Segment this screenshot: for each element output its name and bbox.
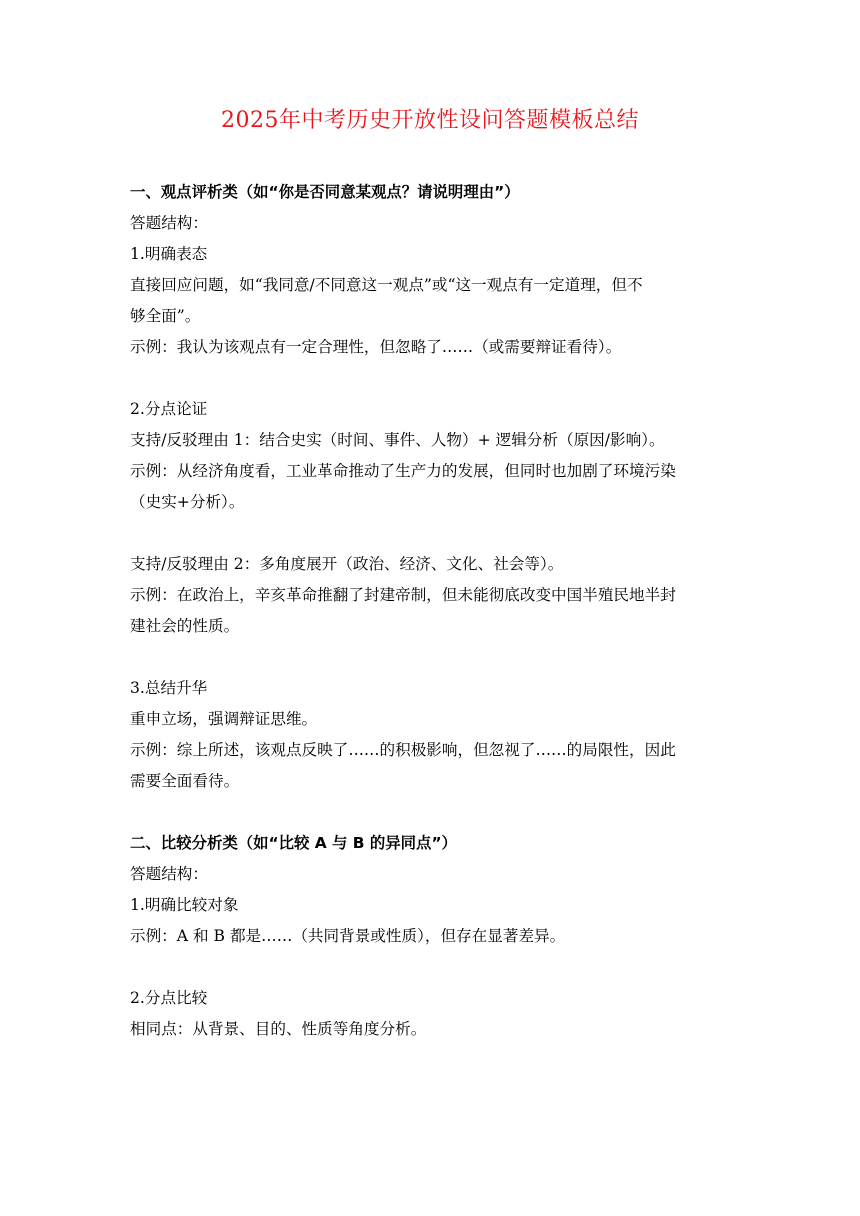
blank-line: [130, 797, 735, 828]
paragraph-line: 支持/反驳理由 2：多角度展开（政治、经济、文化、社会等）。: [130, 555, 564, 573]
step-heading: 2.分点比较: [130, 989, 208, 1007]
section-heading-comparison: 二、比较分析类（如“比较 A 与 B 的异同点”）: [130, 834, 457, 852]
step-heading: 1.明确表态: [130, 245, 208, 263]
example-line: 示例：我认为该观点有一定合理性，但忽略了……（或需要辩证看待）。: [130, 338, 622, 356]
paragraph-line: 够全面”。: [130, 307, 201, 325]
section-heading-viewpoint: 一、观点评析类（如“你是否同意某观点？请说明理由”）: [130, 183, 520, 201]
example-line: 示例：在政治上，辛亥革命推翻了封建帝制，但未能彻底改变中国半殖民地半封: [130, 586, 676, 604]
blank-line: [130, 363, 735, 394]
example-line: 示例：综上所述，该观点反映了……的积极影响，但忽视了……的局限性，因此: [130, 741, 676, 759]
step-heading: 3.总结升华: [130, 679, 208, 697]
blank-line: [130, 642, 735, 673]
paragraph-line: 重申立场，强调辩证思维。: [130, 710, 318, 728]
paragraph-line: 建社会的性质。: [130, 617, 240, 635]
document-body: [130, 177, 735, 1045]
step-heading: 2.分点论证: [130, 400, 208, 418]
paragraph-line: 答题结构：: [130, 865, 208, 883]
blank-line: [130, 518, 735, 549]
step-heading: 1.明确比较对象: [130, 896, 239, 914]
paragraph-line: （史实+分析）。: [130, 493, 245, 511]
document-title: 2025年中考历史开放性设问答题模板总结: [221, 108, 639, 133]
example-line: 示例：A 和 B 都是……（共同背景或性质），但存在显著差异。: [130, 927, 566, 945]
example-line: 示例：从经济角度看，工业革命推动了生产力的发展，但同时也加剧了环境污染: [130, 462, 676, 480]
paragraph-line: 相同点：从背景、目的、性质等角度分析。: [130, 1020, 427, 1038]
paragraph-line: 支持/反驳理由 1：结合史实（时间、事件、人物）+ 逻辑分析（原因/影响）。: [130, 431, 665, 449]
paragraph-line: 直接回应问题，如“我同意/不同意这一观点”或“这一观点有一定道理，但不: [130, 276, 643, 294]
blank-line: [130, 952, 735, 983]
paragraph-line: 需要全面看待。: [130, 772, 240, 790]
paragraph-line: 答题结构：: [130, 214, 208, 232]
